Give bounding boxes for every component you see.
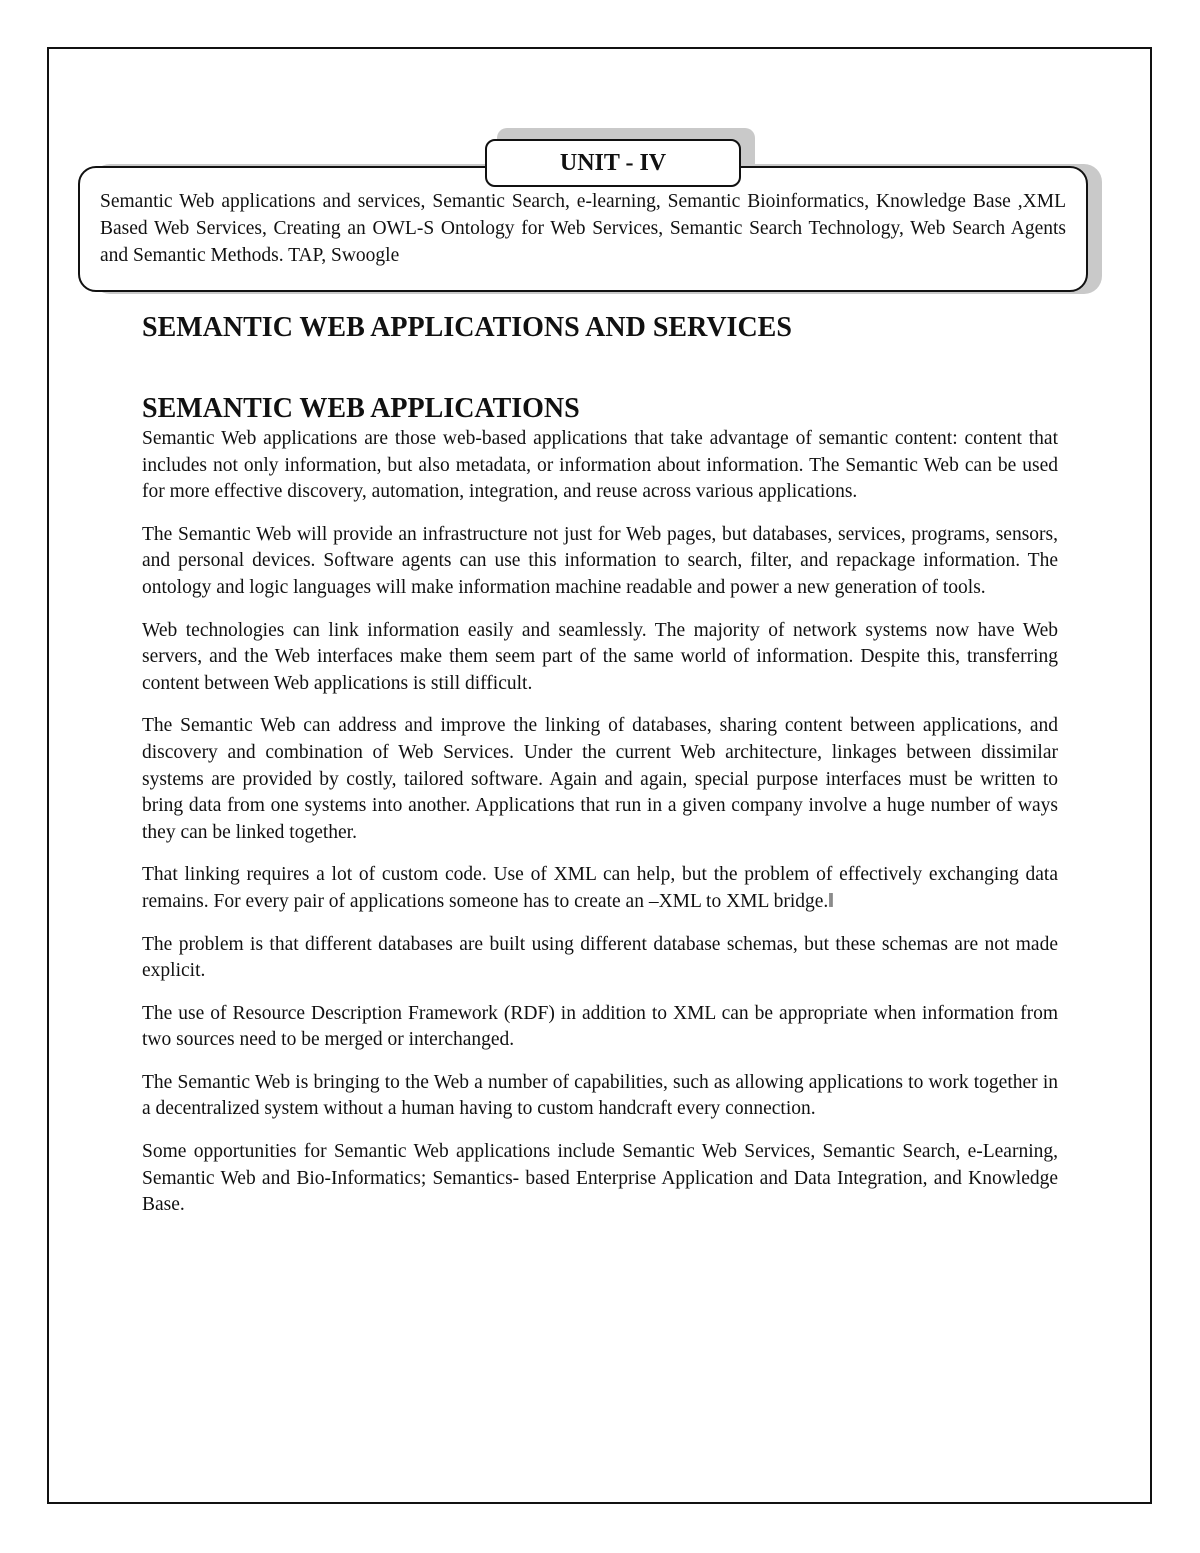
paragraph: The Semantic Web will provide an infrastructure not just for Web pages, but databases, services, programs, sensors, and personal devices. Software agents can use this information to search, filter, and repackage information. The ontology and logic languages will make information machine readable and power a new generation of tools. bbox=[142, 523, 1058, 598]
paragraph: The use of Resource Description Framework (RDF) in addition to XML can be appropriate when information from two sources need to be merged or interchanged. bbox=[142, 1002, 1058, 1051]
main-heading: SEMANTIC WEB APPLICATIONS AND SERVICES bbox=[142, 312, 792, 343]
syllabus-text: Semantic Web applications and services, Semantic Search, e-learning, Semantic Bioinformatics, Knowledge Base ,XML Based Web Services, Creating an OWL-S Ontology for Web Services, Semantic Search Technology, Web Search Agents and Semantic Methods. TAP, Swoogle bbox=[100, 191, 1066, 266]
paragraph: Some opportunities for Semantic Web applications include Semantic Web Services, Semantic Search, e-Learning, Semantic Web and Bio-Informatics; Semantics- based Enterprise Application and Data Integration, and Knowledge Base. bbox=[142, 1141, 1058, 1216]
section-heading: SEMANTIC WEB APPLICATIONS bbox=[142, 393, 580, 424]
paragraph: That linking requires a lot of custom code. Use of XML can help, but the problem of effectively exchanging data remains. For every pair of applications someone has to create an –XML to XML bridge.‖ bbox=[142, 864, 1058, 912]
paragraph: Semantic Web applications are those web-based applications that take advantage of semantic content: content that includes not only information, but also metadata, or information about information. The Semantic Web can be used for more effective discovery, automation, integration, and reuse across various applications. bbox=[142, 428, 1058, 503]
paragraph: The Semantic Web can address and improve the linking of databases, sharing content between applications, and discovery and combination of Web Services. Under the current Web architecture, linkages between dissimilar systems are provided by costly, tailored software. Again and again, special purpose interfaces must be written to bring data from one systems into another. Applications that run in a given company involve a huge number of ways they can be linked together. bbox=[142, 715, 1058, 843]
main-content bbox=[142, 310, 1058, 1235]
paragraph: The Semantic Web is bringing to the Web a number of capabilities, such as allowing applications to work together in a decentralized system without a human having to custom handcraft every connection. bbox=[142, 1071, 1058, 1120]
unit-tab: UNIT - IV bbox=[485, 139, 741, 187]
paragraph: Web technologies can link information easily and seamlessly. The majority of network systems now have Web servers, and the Web interfaces make them seem part of the same world of information. Despite this, transferring content between Web applications is still difficult. bbox=[142, 619, 1058, 694]
paragraph: The problem is that different databases are built using different database schemas, but these schemas are not made explicit. bbox=[142, 933, 1058, 982]
